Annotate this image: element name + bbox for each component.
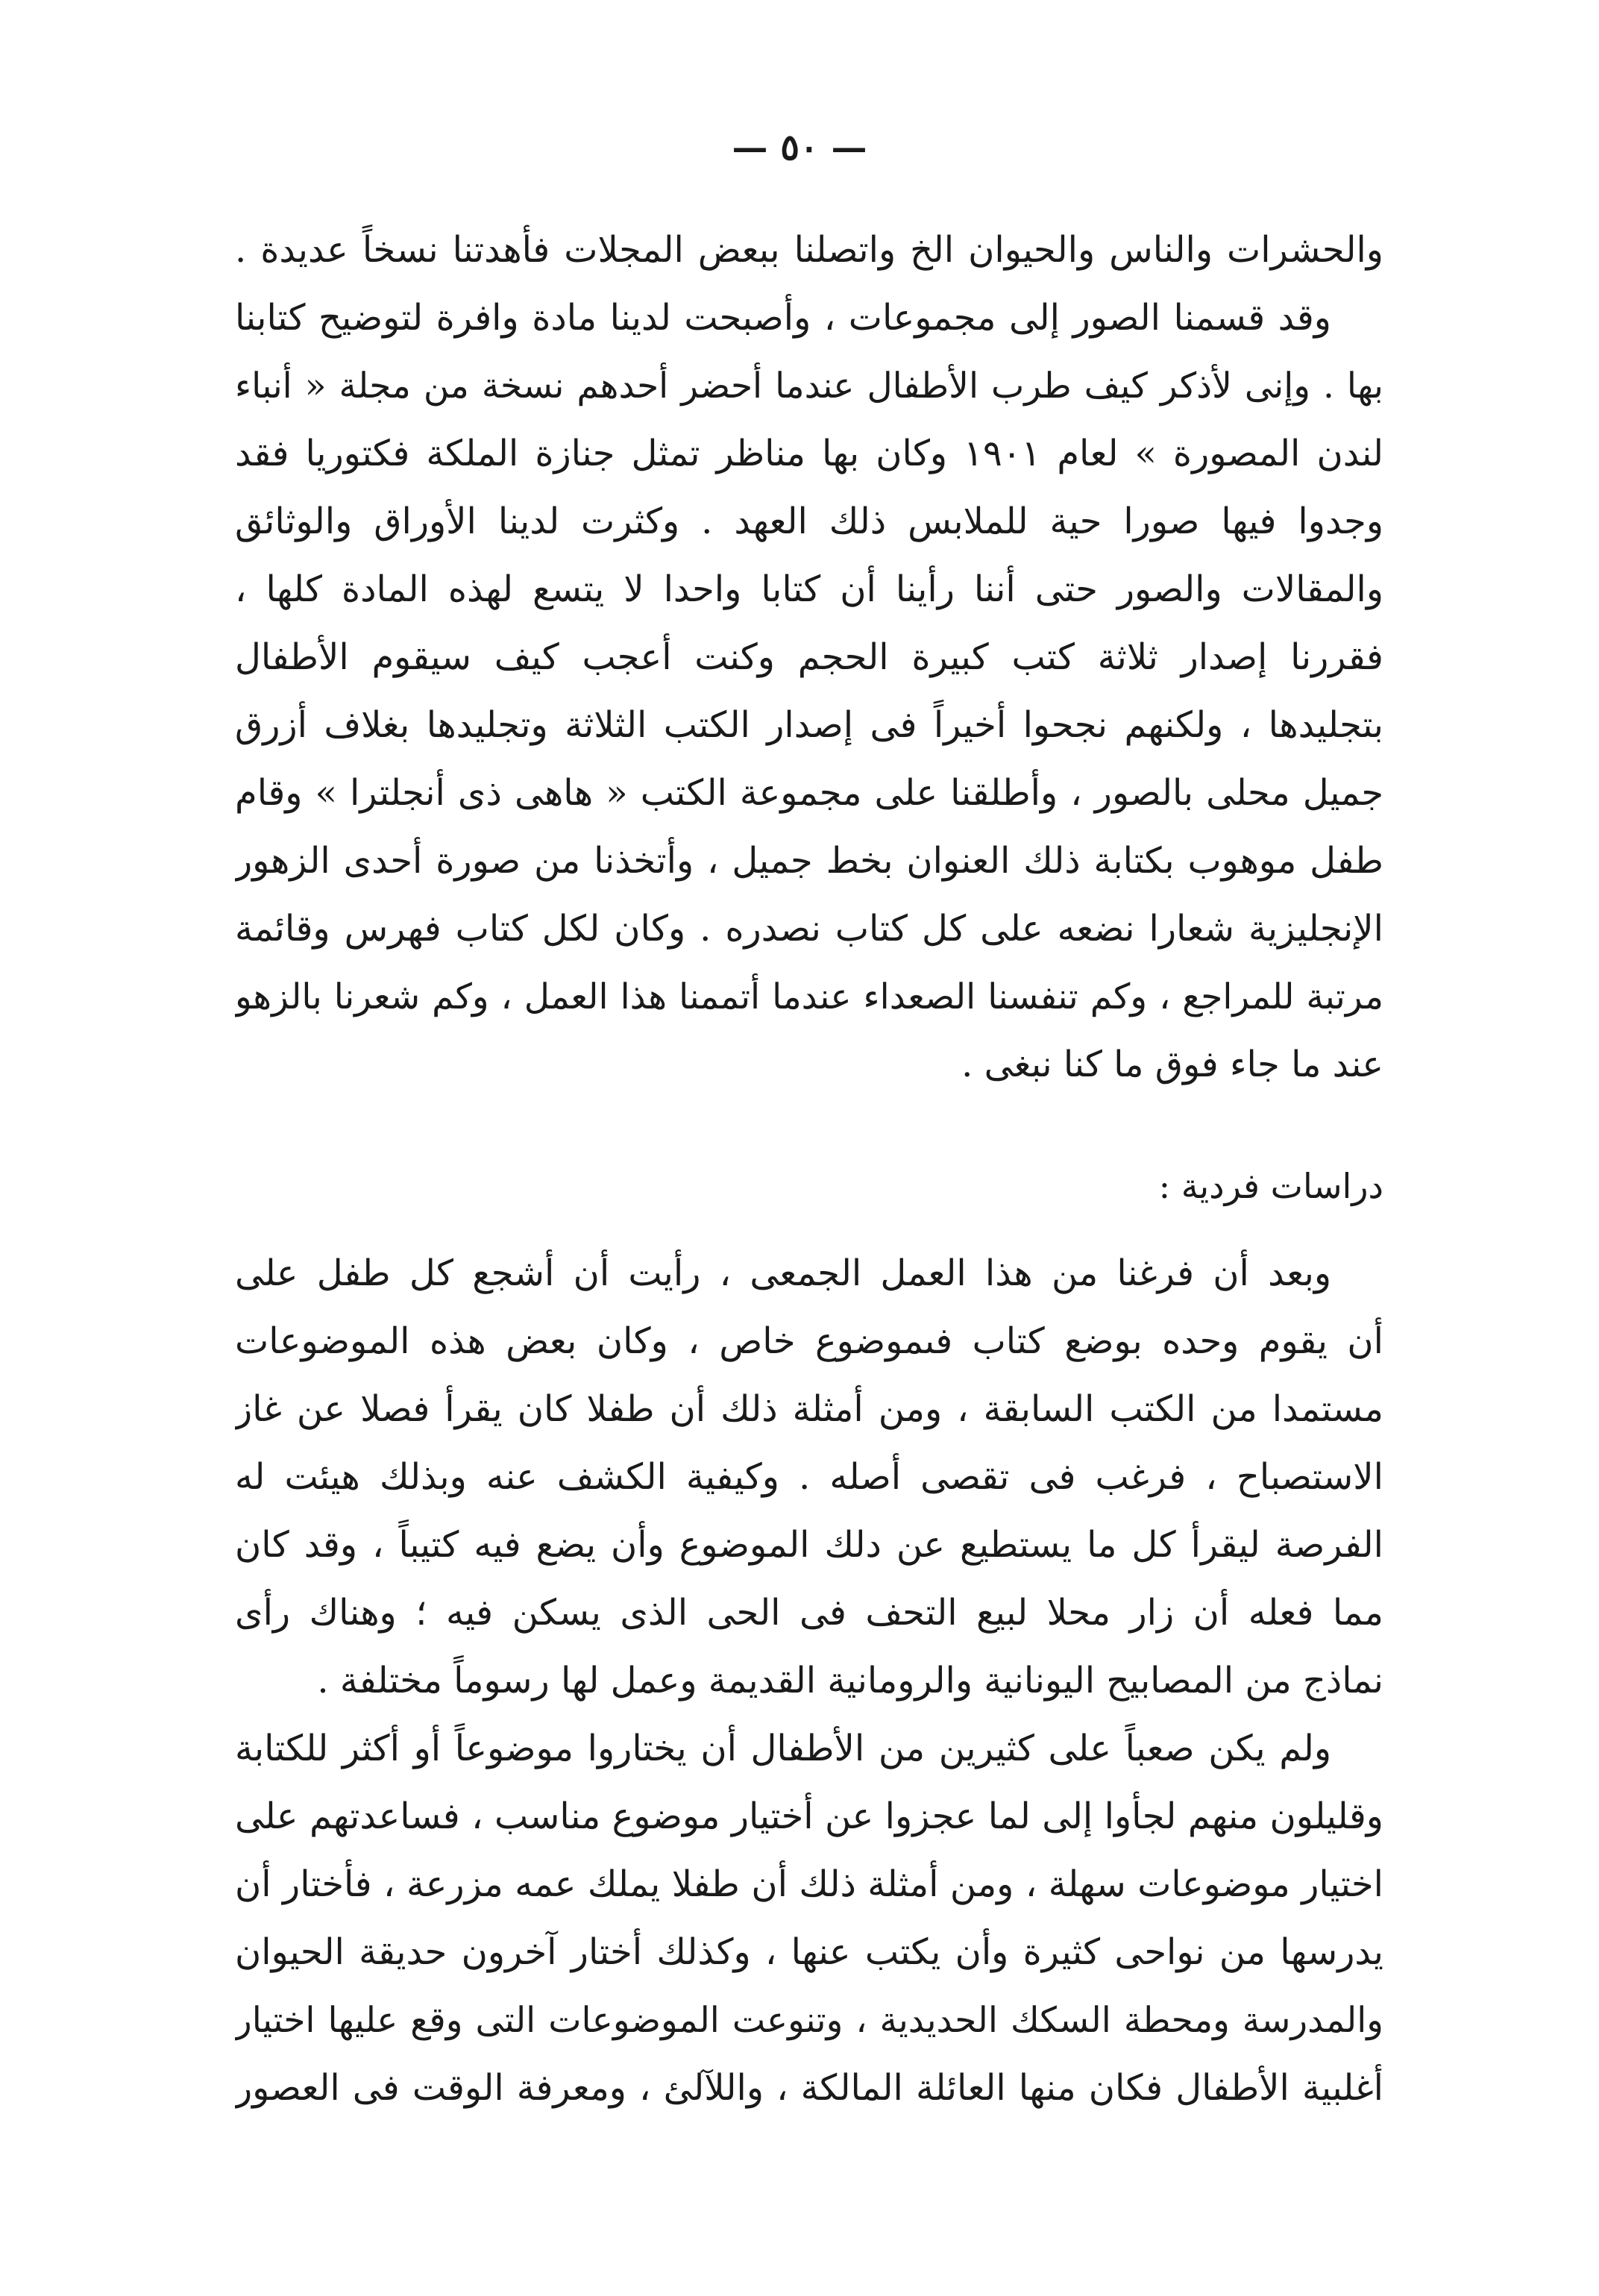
text-line: والمدرسة ومحطة السكك الحديدية ، وتنوعت الموضوعات التى وقع عليها اختيار	[235, 2000, 1383, 2041]
text-line: الفرصة ليقرأ كل ما يستطيع عن دلك الموضوع وأن يضع فيه كتيباً ، وقد كان	[235, 1524, 1383, 1566]
page-number: — ٥٠ —	[732, 127, 867, 169]
text-line: مستمدا من الكتب السابقة ، ومن أمثلة ذلك أن طفلا كان يقرأ فصلا عن غاز	[235, 1388, 1383, 1430]
text-line: فقررنا إصدار ثلاثة كتب كبيرة الحجم وكنت أعجب كيف سيقوم الأطفال	[235, 636, 1383, 678]
paragraph-block-1	[235, 216, 1383, 1099]
text-line: الاستصباح ، فرغب فى تقصى أصله . وكيفية الكشف عنه وبذلك هيئت له	[235, 1456, 1383, 1498]
text-line: بتجليدها ، ولكنهم نجحوا أخيراً فى إصدار الكتب الثلاثة وتجليدها بغلاف أزرق	[235, 704, 1383, 746]
text-line: أن يقوم وحده بوضع كتاب فىموضوع خاص ، وكان بعض هذه الموضوعات	[235, 1320, 1383, 1362]
text-line: مما فعله أن زار محلا لبيع التحف فى الحى الذى يسكن فيه ؛ وهناك رأى	[235, 1592, 1383, 1634]
text-line: لندن المصورة » لعام ١٩٠١ وكان بها مناظر تمثل جنازة الملكة فكتوريا فقد	[235, 433, 1383, 474]
text-line: نماذج من المصابيح اليونانية والرومانية القديمة وعمل لها رسوماً مختلفة .	[317, 1660, 1383, 1701]
text-line: جميل محلى بالصور ، وأطلقنا على مجموعة الكتب « هاهى ذى أنجلترا » وقام	[235, 772, 1383, 814]
paragraph-block-2	[235, 1240, 1383, 2122]
text-line: يدرسها من نواحى كثيرة وأن يكتب عنها ، وكذلك أختار آخرون حديقة الحيوان	[235, 1931, 1383, 1973]
text-line: اختيار موضوعات سهلة ، ومن أمثلة ذلك أن طفلا يملك عمه مزرعة ، فأختار أن	[235, 1863, 1383, 1905]
text-line: بها . وإنى لأذكر كيف طرب الأطفال عندما أحضر أحدهم نسخة من مجلة « أنباء	[235, 366, 1383, 407]
text-line: عند ما جاء فوق ما كنا نبغى .	[961, 1044, 1383, 1085]
text-line: والمقالات والصور حتى أننا رأينا أن كتابا واحدا لا يتسع لهذه المادة كلها ،	[235, 568, 1383, 610]
text-line: وبعد أن فرغنا من هذا العمل الجمعى ، رأيت أن أشجع كل طفل على	[235, 1252, 1332, 1294]
text-line: وجدوا فيها صورا حية للملابس ذلك العهد . وكثرت لدينا الأوراق والوثائق	[235, 501, 1383, 542]
text-line: الإنجليزية شعارا نضعه على كل كتاب نصدره . وكان لكل كتاب فهرس وقائمة	[235, 908, 1383, 950]
text-line: طفل موهوب بكتابة ذلك العنوان بخط جميل ، وأتخذنا من صورة أحدى الزهور	[235, 840, 1383, 882]
text-line: وقد قسمنا الصور إلى مجموعات ، وأصبحت لدينا مادة وافرة لتوضيح كتابنا	[235, 297, 1331, 339]
text-line: مرتبة للمراجع ، وكم تنفسنا الصعداء عندما أتممنا هذا العمل ، وكم شعرنا بالزهو	[235, 976, 1383, 1017]
text-line: وقليلون منهم لجأوا إلى لما عجزوا عن أختيار موضوع مناسب ، فساعدتهم على	[235, 1795, 1383, 1837]
section-heading: دراسات فردية :	[1158, 1166, 1383, 1206]
text-line: أغلبية الأطفال فكان منها العائلة المالكة ، واللآلئ ، ومعرفة الوقت فى العصور	[235, 2067, 1383, 2109]
text-line: والحشرات والناس والحيوان الخ واتصلنا ببعض المجلات فأهدتنا نسخاً عديدة .	[235, 229, 1383, 271]
text-line: ولم يكن صعباً على كثيرين من الأطفال أن يختاروا موضوعاً أو أكثر للكتابة	[235, 1728, 1331, 1769]
